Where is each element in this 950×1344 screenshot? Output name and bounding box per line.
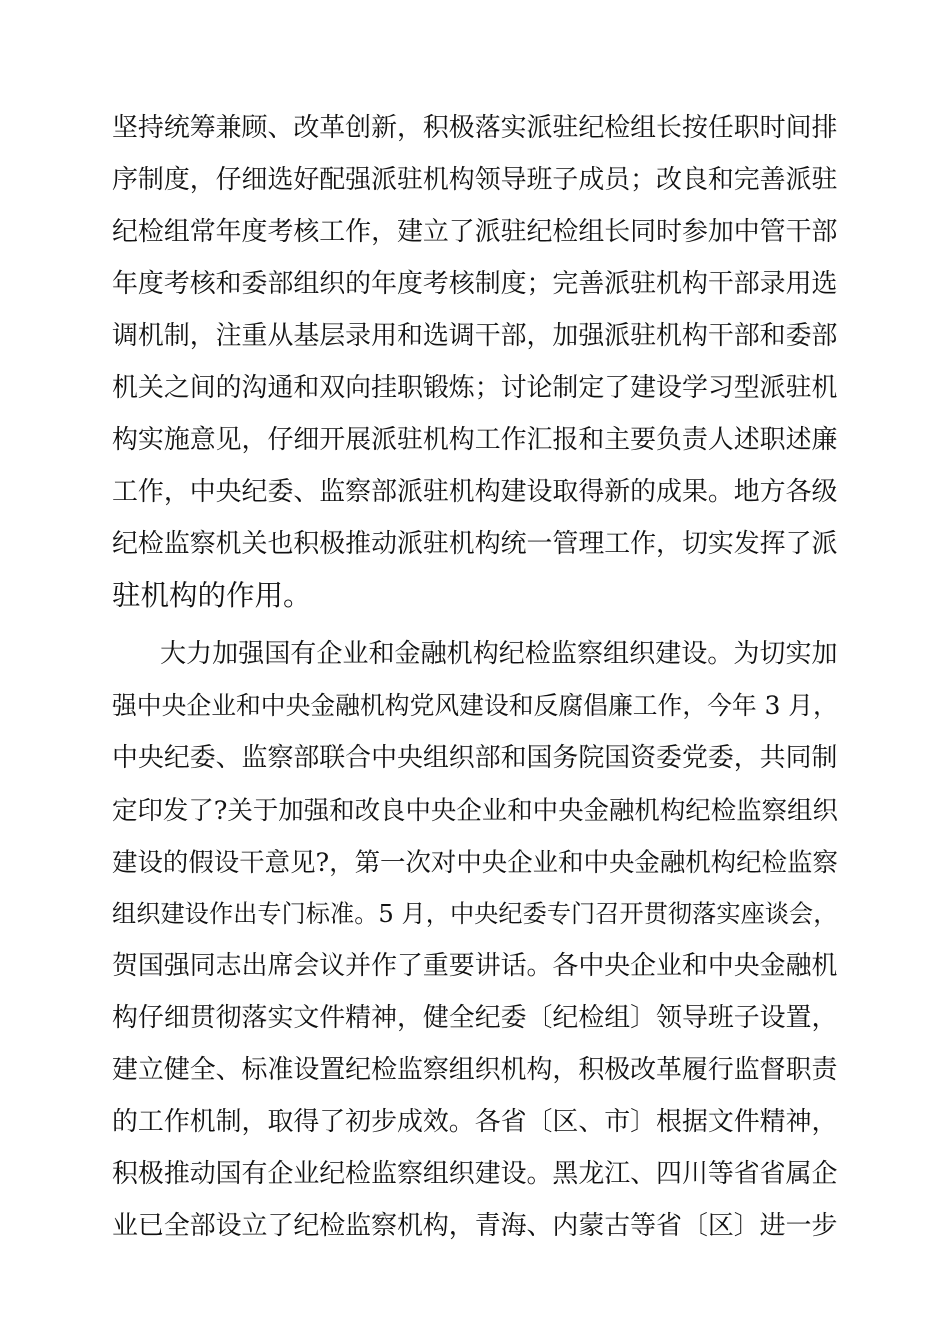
paragraph-2-line-10 (0, 1092, 950, 1152)
paragraph-1-line-5 (0, 306, 950, 366)
text-line: 强中央企业和中央金融机构党风建设和反腐倡廉工作，今年 3 月， (112, 691, 838, 720)
text-line: 纪检组常年度考核工作，建立了派驻纪检组长同时参加中管干部 (112, 217, 838, 247)
paragraph-1-line-4 (0, 254, 950, 314)
text-line: 调机制，注重从基层录用和选调干部，加强派驻机构干部和委部 (112, 321, 838, 351)
paragraph-2-line-8 (0, 988, 950, 1048)
paragraph-2-line-7 (0, 936, 950, 996)
paragraph-2-line-6 (0, 884, 950, 944)
paragraph-1-line-7 (0, 410, 950, 470)
text-line: 组织建设作出专门标准。5 月，中央纪委专门召开贯彻落实座谈会， (112, 900, 838, 928)
text-line: 贺国强同志出席会议并作了重要讲话。各中央企业和中央金融机 (112, 951, 838, 981)
text-line: 序制度，仔细选好配强派驻机构领导班子成员；改良和完善派驻 (112, 165, 838, 195)
text-line: 定印发了?关于加强和改良中央企业和中央金融机构纪检监察组织 (112, 795, 838, 825)
paragraph-1-line-10 (0, 566, 950, 626)
text-line: 大力加强国有企业和金融机构纪检监察组织建设。为切实加 (160, 639, 838, 669)
text-line: 的工作机制，取得了初步成效。各省〔区、市〕根据文件精神， (112, 1107, 838, 1137)
text-line: 积极推动国有企业纪检监察组织建设。黑龙江、四川等省省属企 (112, 1159, 838, 1189)
paragraph-1-line-2 (0, 150, 950, 210)
text-line: 纪检监察机关也积极推动派驻机构统一管理工作，切实发挥了派 (112, 529, 838, 559)
paragraph-2-line-5 (0, 832, 950, 892)
paragraph-1-line-8 (0, 462, 950, 522)
paragraph-2-line-12 (0, 1196, 950, 1256)
paragraph-2-line-11 (0, 1144, 950, 1204)
paragraph-2-line-4 (0, 780, 950, 840)
text-line: 年度考核和委部组织的年度考核制度；完善派驻机构干部录用选 (112, 269, 838, 299)
text-line: 中央纪委、监察部联合中央组织部和国务院国资委党委，共同制 (112, 743, 838, 773)
text-line: 构实施意见，仔细开展派驻机构工作汇报和主要负责人述职述廉 (112, 425, 838, 455)
text-line: 构仔细贯彻落实文件精神，健全纪委〔纪检组〕领导班子设置， (112, 1003, 838, 1033)
text-line: 建设的假设干意见?，第一次对中央企业和中央金融机构纪检监察 (112, 847, 838, 877)
paragraph-1-line-9 (0, 514, 950, 574)
paragraph-1-line-6 (0, 358, 950, 418)
paragraph-2-line-1 (0, 624, 950, 684)
text-line: 驻机构的作用。 (112, 579, 312, 612)
paragraph-1-line-3 (0, 202, 950, 262)
text-line: 业已全部设立了纪检监察机构，青海、内蒙古等省〔区〕进一步 (112, 1211, 838, 1241)
text-line: 建立健全、标准设置纪检监察组织机构，积极改革履行监督职责 (112, 1055, 838, 1085)
text-line: 坚持统筹兼顾、改革创新，积极落实派驻纪检组长按任职时间排 (112, 113, 838, 143)
paragraph-2-line-3 (0, 728, 950, 788)
text-line: 机关之间的沟通和双向挂职锻炼；讨论制定了建设学习型派驻机 (112, 373, 838, 403)
paragraph-1-line-1 (0, 98, 950, 158)
text-line: 工作，中央纪委、监察部派驻机构建设取得新的成果。地方各级 (112, 477, 838, 507)
paragraph-2-line-9 (0, 1040, 950, 1100)
paragraph-2-line-2 (0, 676, 950, 736)
